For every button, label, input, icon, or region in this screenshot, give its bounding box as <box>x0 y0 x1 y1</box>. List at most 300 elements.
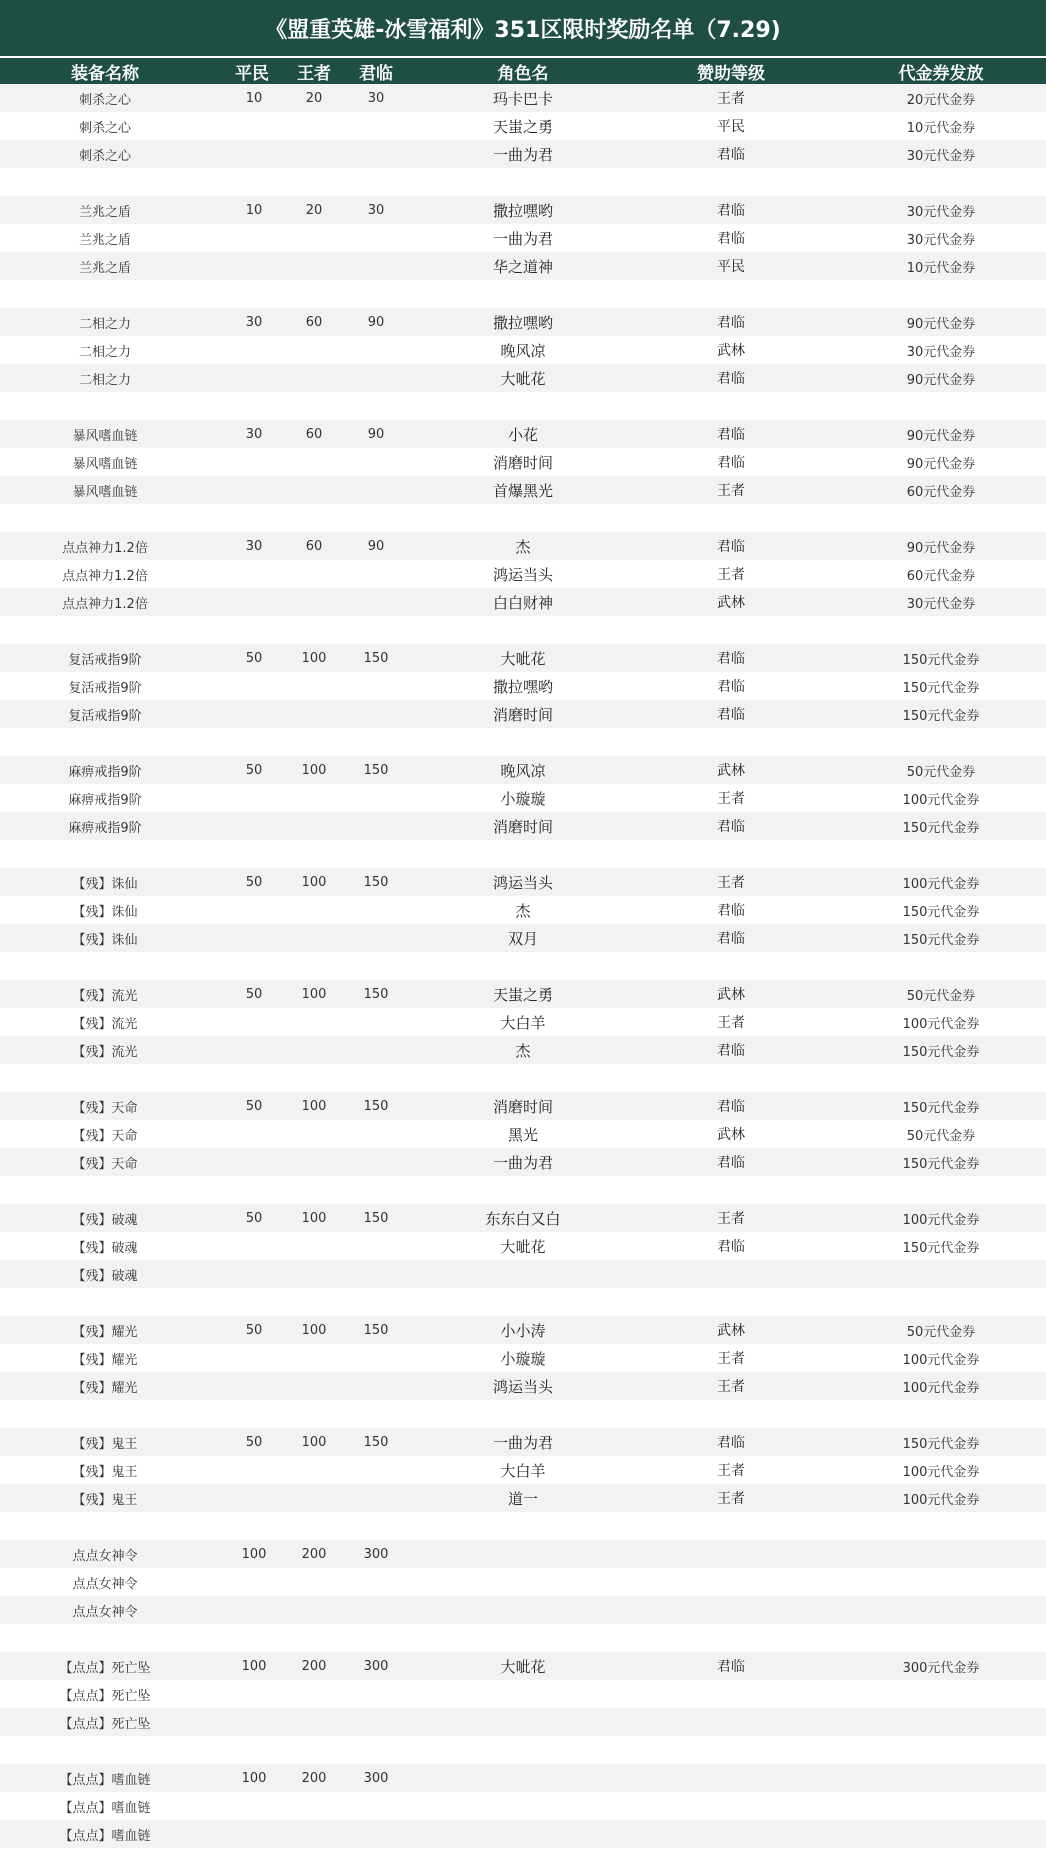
cell-sovereign-price <box>344 1484 408 1512</box>
cell-equip-name <box>0 1400 210 1428</box>
cell-role-name: 大呲花 <box>500 649 546 668</box>
table-row <box>0 1708 1046 1736</box>
cell-sponsor-level: 王者 <box>717 1463 745 1479</box>
cell-voucher: 50元代金券 <box>906 764 976 780</box>
cell-sponsor-level: 平民 <box>717 119 745 135</box>
cell-king-price: 100 <box>301 1434 327 1450</box>
cell-equip-name: 【残】鬼王 <box>72 1464 138 1480</box>
cell-commoner-price <box>222 392 286 420</box>
cell-role-name: 大呲花 <box>500 1657 546 1676</box>
table-row <box>0 1316 1046 1344</box>
cell-sponsor-level: 武林 <box>717 595 745 611</box>
cell-sovereign-price <box>344 252 408 280</box>
table-row <box>0 1820 1046 1848</box>
cell-equip-name: 麻痹戒指9阶 <box>68 764 142 780</box>
table-row <box>0 1064 1046 1092</box>
header-sovereign: 君临 <box>359 63 393 84</box>
cell-sovereign-price <box>344 1596 408 1624</box>
cell-sovereign-price <box>344 392 408 420</box>
cell-sponsor-level: 君临 <box>717 903 745 919</box>
header-voucher: 代金券发放 <box>898 63 984 84</box>
cell-equip-name: 【残】流光 <box>72 1044 138 1060</box>
cell-sponsor-level: 君临 <box>717 1155 745 1171</box>
cell-king-price: 100 <box>301 1322 327 1338</box>
cell-voucher <box>850 1624 1032 1652</box>
cell-king-price <box>282 1792 346 1820</box>
cell-sovereign-price <box>344 1708 408 1736</box>
cell-sponsor-level: 君临 <box>717 707 745 723</box>
cell-king-price <box>282 1120 346 1148</box>
table-row <box>0 504 1046 532</box>
cell-equip-name: 【残】诛仙 <box>72 876 138 892</box>
cell-commoner-price <box>222 336 286 364</box>
cell-commoner-price: 10 <box>245 202 263 218</box>
cell-equip-name: 【残】流光 <box>72 988 138 1004</box>
cell-commoner-price: 100 <box>241 1770 267 1786</box>
cell-role-name: 消磨时间 <box>492 705 553 724</box>
cell-equip-name: 【残】天命 <box>72 1100 138 1116</box>
cell-sponsor-level: 君临 <box>717 1099 745 1115</box>
cell-sovereign-price <box>344 588 408 616</box>
cell-sponsor-level: 君临 <box>717 1435 745 1451</box>
cell-equip-name: 【残】天命 <box>72 1128 138 1144</box>
cell-king-price <box>282 1344 346 1372</box>
cell-sponsor-level: 君临 <box>717 819 745 835</box>
cell-role-name: 白白财神 <box>492 593 553 612</box>
cell-sovereign-price <box>344 896 408 924</box>
table-row <box>0 756 1046 784</box>
table-row <box>0 1148 1046 1176</box>
cell-sovereign-price: 150 <box>363 874 389 890</box>
cell-sponsor-level: 王者 <box>717 1379 745 1395</box>
cell-sponsor-level: 王者 <box>717 483 745 499</box>
table-header <box>0 58 1046 84</box>
cell-king-price <box>282 1288 346 1316</box>
cell-role-name: 消磨时间 <box>492 453 553 472</box>
cell-equip-name <box>0 280 210 308</box>
cell-king-price: 100 <box>301 874 327 890</box>
cell-role-name <box>432 1736 614 1764</box>
cell-commoner-price <box>222 448 286 476</box>
cell-sponsor-level: 王者 <box>717 1211 745 1227</box>
cell-king-price: 60 <box>305 538 323 554</box>
header-role-name: 角色名 <box>497 63 549 84</box>
cell-equip-name: 兰兆之盾 <box>78 204 131 220</box>
cell-voucher: 30元代金券 <box>906 344 976 360</box>
cell-commoner-price <box>222 1792 286 1820</box>
cell-equip-name <box>0 1288 210 1316</box>
cell-commoner-price <box>222 280 286 308</box>
header-king: 王者 <box>297 63 331 84</box>
cell-role-name: 玛卡巴卡 <box>492 89 553 108</box>
cell-commoner-price <box>222 476 286 504</box>
cell-king-price <box>282 1680 346 1708</box>
cell-king-price <box>282 504 346 532</box>
cell-sponsor-level <box>640 1400 822 1428</box>
cell-role-name <box>432 1820 614 1848</box>
cell-voucher: 150元代金券 <box>902 820 980 836</box>
cell-role-name <box>432 1064 614 1092</box>
cell-voucher <box>850 952 1032 980</box>
cell-sovereign-price <box>344 224 408 252</box>
cell-sovereign-price <box>344 1456 408 1484</box>
table-row <box>0 728 1046 756</box>
cell-commoner-price <box>222 1596 286 1624</box>
cell-role-name: 一曲为君 <box>492 1433 553 1452</box>
table-row <box>0 560 1046 588</box>
cell-sovereign-price <box>344 1176 408 1204</box>
cell-voucher: 20元代金券 <box>906 92 976 108</box>
cell-equip-name: 【残】耀光 <box>72 1352 138 1368</box>
cell-sovereign-price: 30 <box>367 90 385 106</box>
table-row <box>0 224 1046 252</box>
cell-role-name: 首爆黑光 <box>492 481 553 500</box>
cell-role-name: 小璇璇 <box>500 1349 546 1368</box>
cell-commoner-price <box>222 1736 286 1764</box>
cell-role-name: 晚风凉 <box>500 341 546 360</box>
cell-sponsor-level <box>640 1176 822 1204</box>
cell-equip-name <box>0 504 210 532</box>
cell-sponsor-level <box>640 1820 822 1848</box>
cell-commoner-price <box>222 1008 286 1036</box>
cell-sponsor-level <box>640 728 822 756</box>
cell-sponsor-level: 君临 <box>717 315 745 331</box>
cell-voucher: 100元代金券 <box>902 1212 980 1228</box>
cell-sovereign-price <box>344 1624 408 1652</box>
cell-commoner-price <box>222 1176 286 1204</box>
cell-voucher <box>850 168 1032 196</box>
cell-equip-name: 【残】天命 <box>72 1156 138 1172</box>
cell-role-name: 天蚩之勇 <box>492 117 553 136</box>
cell-sponsor-level: 平民 <box>717 259 745 275</box>
table-row <box>0 112 1046 140</box>
cell-voucher <box>850 1680 1032 1708</box>
cell-voucher: 100元代金券 <box>902 876 980 892</box>
cell-commoner-price: 50 <box>245 762 263 778</box>
cell-sovereign-price <box>344 1064 408 1092</box>
table-row <box>0 1400 1046 1428</box>
cell-equip-name: 【点点】嗜血链 <box>59 1828 151 1844</box>
cell-equip-name <box>0 728 210 756</box>
cell-commoner-price <box>222 952 286 980</box>
cell-voucher <box>850 280 1032 308</box>
cell-sovereign-price <box>344 1736 408 1764</box>
table-row <box>0 924 1046 952</box>
cell-king-price <box>282 1624 346 1652</box>
cell-role-name: 消磨时间 <box>492 1097 553 1116</box>
cell-king-price <box>282 1736 346 1764</box>
cell-commoner-price <box>222 672 286 700</box>
cell-role-name: 一曲为君 <box>492 145 553 164</box>
cell-commoner-price: 10 <box>245 90 263 106</box>
header-equip-name: 装备名称 <box>71 63 139 84</box>
cell-voucher <box>850 1568 1032 1596</box>
cell-voucher: 30元代金券 <box>906 596 976 612</box>
cell-equip-name: 【残】诛仙 <box>72 932 138 948</box>
cell-sponsor-level: 君临 <box>717 1659 745 1675</box>
cell-equip-name: 麻痹戒指9阶 <box>68 820 142 836</box>
cell-sponsor-level: 王者 <box>717 1015 745 1031</box>
cell-king-price <box>282 588 346 616</box>
cell-king-price <box>282 560 346 588</box>
cell-equip-name: 刺杀之心 <box>78 120 131 136</box>
cell-sovereign-price <box>344 1820 408 1848</box>
cell-commoner-price: 50 <box>245 986 263 1002</box>
table-row <box>0 1484 1046 1512</box>
cell-equip-name <box>0 1736 210 1764</box>
cell-voucher: 150元代金券 <box>902 1436 980 1452</box>
cell-sovereign-price <box>344 336 408 364</box>
cell-voucher: 150元代金券 <box>902 1240 980 1256</box>
table-row <box>0 700 1046 728</box>
table-row <box>0 896 1046 924</box>
table-row <box>0 1624 1046 1652</box>
cell-sovereign-price <box>344 1260 408 1288</box>
cell-sovereign-price <box>344 812 408 840</box>
cell-equip-name: 点点女神令 <box>72 1576 138 1592</box>
cell-commoner-price <box>222 1568 286 1596</box>
cell-voucher <box>850 728 1032 756</box>
cell-voucher: 100元代金券 <box>902 1464 980 1480</box>
cell-equip-name <box>0 1512 210 1540</box>
cell-equip-name: 【残】破魂 <box>72 1240 138 1256</box>
cell-equip-name: 【点点】死亡坠 <box>59 1688 151 1704</box>
cell-voucher <box>850 1764 1032 1792</box>
cell-voucher: 90元代金券 <box>906 540 976 556</box>
cell-commoner-price <box>222 1456 286 1484</box>
cell-commoner-price <box>222 1400 286 1428</box>
cell-voucher: 150元代金券 <box>902 1100 980 1116</box>
cell-voucher <box>850 1792 1032 1820</box>
cell-sovereign-price: 150 <box>363 986 389 1002</box>
cell-sponsor-level: 君临 <box>717 427 745 443</box>
cell-sponsor-level: 君临 <box>717 231 745 247</box>
cell-voucher: 150元代金券 <box>902 652 980 668</box>
cell-sovereign-price: 150 <box>363 1322 389 1338</box>
cell-equip-name: 二相之力 <box>78 372 131 388</box>
cell-king-price <box>282 1148 346 1176</box>
cell-sponsor-level: 武林 <box>717 343 745 359</box>
cell-voucher: 150元代金券 <box>902 708 980 724</box>
cell-sponsor-level: 君临 <box>717 371 745 387</box>
cell-commoner-price <box>222 588 286 616</box>
cell-king-price: 100 <box>301 1098 327 1114</box>
cell-commoner-price: 50 <box>245 1322 263 1338</box>
cell-king-price <box>282 1260 346 1288</box>
cell-sovereign-price: 300 <box>363 1770 389 1786</box>
table-row <box>0 1512 1046 1540</box>
cell-voucher: 150元代金券 <box>902 1044 980 1060</box>
cell-equip-name <box>0 952 210 980</box>
cell-equip-name: 二相之力 <box>78 316 131 332</box>
cell-sponsor-level <box>640 1680 822 1708</box>
cell-equip-name: 【残】耀光 <box>72 1324 138 1340</box>
cell-sponsor-level: 王者 <box>717 567 745 583</box>
cell-voucher: 30元代金券 <box>906 232 976 248</box>
cell-sovereign-price <box>344 728 408 756</box>
cell-king-price <box>282 784 346 812</box>
cell-commoner-price <box>222 140 286 168</box>
cell-equip-name: 【点点】死亡坠 <box>59 1660 151 1676</box>
cell-sponsor-level <box>640 1260 822 1288</box>
cell-sponsor-level: 君临 <box>717 455 745 471</box>
table-row <box>0 1428 1046 1456</box>
cell-sovereign-price <box>344 840 408 868</box>
cell-role-name: 撒拉嘿哟 <box>492 313 553 332</box>
cell-commoner-price <box>222 1260 286 1288</box>
cell-sponsor-level <box>640 1792 822 1820</box>
cell-king-price <box>282 1820 346 1848</box>
cell-sovereign-price <box>344 448 408 476</box>
sheet-title-bar <box>0 0 1046 58</box>
cell-equip-name: 【残】流光 <box>72 1016 138 1032</box>
cell-king-price: 60 <box>305 314 323 330</box>
cell-king-price <box>282 252 346 280</box>
cell-sponsor-level <box>640 1512 822 1540</box>
cell-equip-name: 【残】耀光 <box>72 1380 138 1396</box>
cell-voucher: 100元代金券 <box>902 1492 980 1508</box>
cell-commoner-price <box>222 1148 286 1176</box>
cell-commoner-price: 50 <box>245 1210 263 1226</box>
table-row <box>0 336 1046 364</box>
cell-role-name: 黑光 <box>507 1125 538 1144</box>
table-row <box>0 784 1046 812</box>
cell-role-name: 小小涛 <box>500 1321 546 1340</box>
cell-king-price <box>282 280 346 308</box>
cell-commoner-price <box>222 700 286 728</box>
cell-equip-name: 【点点】死亡坠 <box>59 1716 151 1732</box>
cell-voucher: 100元代金券 <box>902 792 980 808</box>
cell-king-price <box>282 728 346 756</box>
table-row <box>0 1456 1046 1484</box>
cell-voucher: 10元代金券 <box>906 260 976 276</box>
cell-king-price: 100 <box>301 986 327 1002</box>
cell-sovereign-price <box>344 784 408 812</box>
cell-king-price: 200 <box>301 1658 327 1674</box>
cell-role-name <box>432 840 614 868</box>
cell-sponsor-level <box>640 1708 822 1736</box>
cell-sponsor-level: 王者 <box>717 1491 745 1507</box>
cell-commoner-price <box>222 924 286 952</box>
cell-sovereign-price <box>344 280 408 308</box>
table-row <box>0 1652 1046 1680</box>
cell-commoner-price <box>222 1064 286 1092</box>
cell-voucher: 50元代金券 <box>906 1324 976 1340</box>
cell-sponsor-level: 武林 <box>717 987 745 1003</box>
cell-sponsor-level: 王者 <box>717 1351 745 1367</box>
table-row <box>0 1204 1046 1232</box>
cell-equip-name <box>0 1064 210 1092</box>
cell-commoner-price: 100 <box>241 1546 267 1562</box>
cell-commoner-price <box>222 896 286 924</box>
table-row <box>0 1036 1046 1064</box>
cell-role-name: 大白羊 <box>500 1013 546 1032</box>
cell-equip-name <box>0 392 210 420</box>
table-row <box>0 448 1046 476</box>
cell-sponsor-level <box>640 1288 822 1316</box>
table-row <box>0 1288 1046 1316</box>
cell-sovereign-price <box>344 1120 408 1148</box>
cell-equip-name <box>0 168 210 196</box>
table-row <box>0 952 1046 980</box>
cell-voucher <box>850 1512 1032 1540</box>
cell-equip-name <box>0 1176 210 1204</box>
cell-voucher <box>850 616 1032 644</box>
cell-role-name: 小花 <box>507 425 538 444</box>
cell-king-price: 200 <box>301 1770 327 1786</box>
cell-king-price <box>282 476 346 504</box>
cell-commoner-price <box>222 1512 286 1540</box>
cell-sovereign-price <box>344 1232 408 1260</box>
cell-king-price <box>282 1512 346 1540</box>
cell-king-price <box>282 1596 346 1624</box>
cell-role-name <box>432 280 614 308</box>
cell-role-name <box>432 728 614 756</box>
cell-commoner-price: 50 <box>245 650 263 666</box>
cell-voucher: 150元代金券 <box>902 680 980 696</box>
cell-equip-name <box>0 1624 210 1652</box>
cell-sovereign-price <box>344 476 408 504</box>
cell-sovereign-price <box>344 560 408 588</box>
cell-sovereign-price <box>344 616 408 644</box>
cell-sovereign-price <box>344 1344 408 1372</box>
cell-sovereign-price <box>344 952 408 980</box>
cell-king-price <box>282 168 346 196</box>
cell-king-price <box>282 1176 346 1204</box>
table-row <box>0 1736 1046 1764</box>
cell-role-name <box>432 504 614 532</box>
cell-sponsor-level <box>640 616 822 644</box>
table-row <box>0 140 1046 168</box>
cell-sovereign-price: 300 <box>363 1658 389 1674</box>
cell-role-name <box>432 1288 614 1316</box>
cell-role-name <box>432 952 614 980</box>
cell-commoner-price <box>222 812 286 840</box>
cell-king-price <box>282 672 346 700</box>
table-row <box>0 1792 1046 1820</box>
table-row <box>0 868 1046 896</box>
cell-commoner-price <box>222 1624 286 1652</box>
cell-sponsor-level <box>640 1540 822 1568</box>
cell-role-name: 杰 <box>515 1041 531 1060</box>
cell-commoner-price <box>222 1372 286 1400</box>
cell-voucher: 300元代金券 <box>902 1660 980 1676</box>
cell-sponsor-level: 君临 <box>717 203 745 219</box>
cell-sovereign-price <box>344 1148 408 1176</box>
cell-voucher: 30元代金券 <box>906 148 976 164</box>
cell-sovereign-price: 150 <box>363 1098 389 1114</box>
cell-commoner-price <box>222 616 286 644</box>
cell-sovereign-price <box>344 1512 408 1540</box>
table-row <box>0 1092 1046 1120</box>
cell-commoner-price <box>222 364 286 392</box>
cell-voucher: 90元代金券 <box>906 456 976 472</box>
cell-role-name <box>432 1260 614 1288</box>
cell-king-price <box>282 364 346 392</box>
cell-sponsor-level <box>640 392 822 420</box>
cell-king-price <box>282 840 346 868</box>
cell-sovereign-price: 150 <box>363 1210 389 1226</box>
cell-sovereign-price: 90 <box>367 426 385 442</box>
cell-equip-name <box>0 616 210 644</box>
cell-sovereign-price: 300 <box>363 1546 389 1562</box>
cell-role-name <box>432 1764 614 1792</box>
cell-sovereign-price: 90 <box>367 314 385 330</box>
table-row <box>0 532 1046 560</box>
cell-sponsor-level <box>640 1736 822 1764</box>
cell-commoner-price <box>222 1036 286 1064</box>
cell-king-price <box>282 924 346 952</box>
